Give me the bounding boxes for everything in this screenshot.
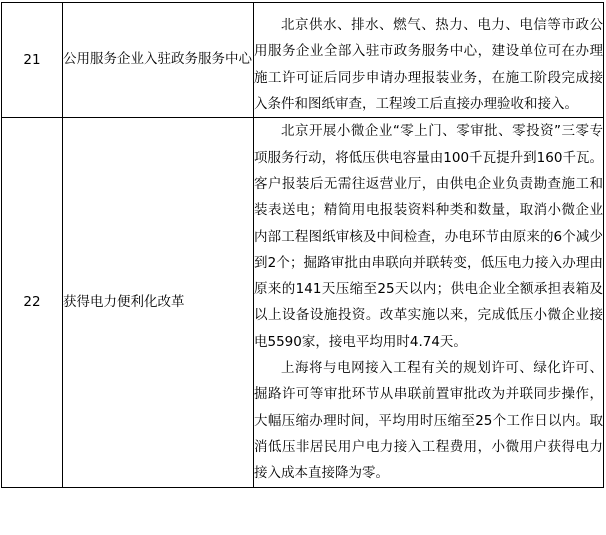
row-title-cell: 获得电力便利化改革	[63, 118, 254, 487]
row-number-cell: 21	[2, 3, 63, 118]
row-description-cell	[254, 118, 604, 487]
table-row	[2, 3, 604, 118]
policy-measures-table	[1, 2, 604, 488]
description-paragraph: 北京开展小微企业“零上门、零审批、零投资”三零专项服务行动，将低压供电容量由100千瓦提升到160千瓦。客户报装后无需往返营业厅，由供电企业负责勘查施工和装表送电；精简用电报装资料种类和数量，取消小微企业内部工程图纸审核及中间检查，办电环节由原来的6个减少到2个；掘路审批由串联向并联转变，低压电力接入办理由原来的141天压缩至25天以内；供电企业全额承担表箱及以上设备设施投资。改革实施以来，完成低压小微企业接电5590家，接电平均用时4.74天。	[254, 123, 603, 350]
row-number-cell: 22	[2, 118, 63, 487]
row-title-cell: 公用服务企业入驻政务服务中心	[63, 3, 254, 118]
description-paragraph: 北京供水、排水、燃气、热力、电力、电信等市政公用服务企业全部入驻市政务服务中心，建设单位可在办理施工许可证后同步申请办理报装业务，在施工阶段完成接入条件和图纸审查，工程竣工后直接办理验收和接入。	[254, 17, 603, 112]
table-body	[2, 3, 604, 488]
table-row	[2, 118, 604, 487]
description-paragraph: 上海将与电网接入工程有关的规划许可、绿化许可、掘路许可等审批环节从串联前置审批改为并联同步操作，大幅压缩办理时间，平均用时压缩至25个工作日以内。取消低压非居民用户电力接入工程费用，小微用户获得电力接入成本直接降为零。	[254, 360, 603, 482]
row-description-cell	[254, 3, 604, 118]
